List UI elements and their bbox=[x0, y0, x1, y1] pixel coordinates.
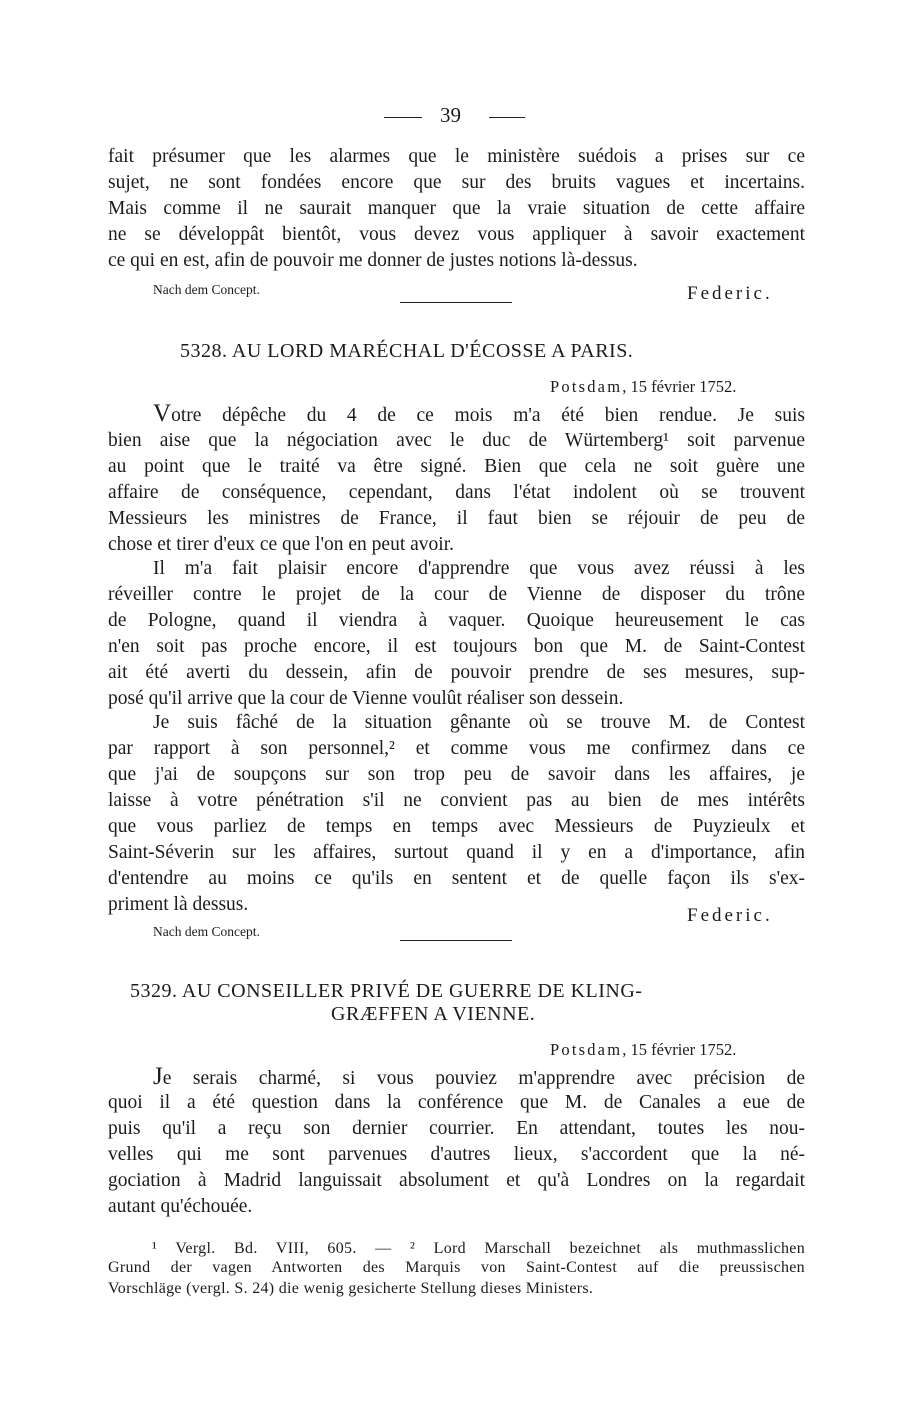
text-line: Je suis fâché de la situation gênante où se trouve M. de Contest bbox=[153, 712, 805, 733]
text-line: sujet, ne sont fondées encore que sur des bruits vagues et incertains. bbox=[108, 172, 805, 193]
text-line: gociation à Madrid languissait absolument et qu'à Londres on la regardait bbox=[108, 1170, 805, 1191]
text-line: par rapport à son personnel,² et comme vous me confirmez dans ce bbox=[108, 738, 805, 759]
text-line: ait été averti du dessein, afin de pouvoir prendre de ses mesures, sup- bbox=[108, 662, 805, 683]
text-line: au point que le traité va être signé. Bien que cela ne soit guère une bbox=[108, 456, 805, 477]
footnote-line: ¹ Vergl. Bd. VIII, 605. — ² Lord Marschall bezeichnet als muthmasslichen bbox=[152, 1240, 805, 1257]
section-divider bbox=[400, 302, 512, 303]
text-line: de Pologne, quand il viendra à vaquer. Quoique heureusement le cas bbox=[108, 610, 805, 631]
text-line: Messieurs les ministres de France, il faut bien se réjouir de peu de bbox=[108, 508, 805, 529]
signature: Federic. bbox=[687, 283, 773, 304]
letter-date bbox=[550, 377, 736, 397]
page-number-dash-left bbox=[384, 117, 422, 118]
text-line: quoi il a été question dans la conférence que M. de Canales a eue de bbox=[108, 1092, 805, 1113]
text-line: bien aise que la négociation avec le duc de Würtemberg¹ soit parvenue bbox=[108, 430, 805, 451]
section-divider bbox=[400, 940, 512, 941]
text-span: otre dépêche du 4 de ce mois m'a été bien rendue. Je suis bbox=[171, 405, 805, 426]
text-line: affaire de conséquence, cependant, dans l'état indolent où se trouvent bbox=[108, 482, 805, 503]
text-line bbox=[153, 400, 805, 427]
text-line: ne se développât bientôt, vous devez vous appliquer à savoir exactement bbox=[108, 224, 805, 245]
page-number-dash-right bbox=[489, 117, 525, 118]
text-line: n'en soit pas proche encore, il est toujours bon que M. de Saint-Contest bbox=[108, 636, 805, 657]
text-line: autant qu'échouée. bbox=[108, 1196, 253, 1217]
source-note: Nach dem Concept. bbox=[153, 924, 260, 939]
text-line bbox=[153, 1063, 805, 1090]
date-place: Potsdam bbox=[550, 377, 623, 396]
signature: Federic. bbox=[687, 905, 773, 926]
text-line: que vous parliez de temps en temps avec Messieurs de Puyzieulx et bbox=[108, 816, 805, 837]
letter-heading: 5329. AU CONSEILLER PRIVÉ DE GUERRE DE KLING- bbox=[130, 980, 643, 1002]
text-line: chose et tirer d'eux ce que l'on en peut avoir. bbox=[108, 534, 454, 555]
text-line: d'entendre au moins ce qu'ils en sentent et de quelle façon ils s'ex- bbox=[108, 868, 805, 889]
text-line: fait présumer que les alarmes que le ministère suédois a prises sur ce bbox=[108, 146, 805, 167]
date-text: , 15 février 1752. bbox=[622, 377, 737, 396]
text-line: posé qu'il arrive que la cour de Vienne voulût réaliser son dessein. bbox=[108, 688, 624, 709]
text-line: Saint-Séverin sur les affaires, surtout quand il y en a d'importance, afin bbox=[108, 842, 805, 863]
page-number: 39 bbox=[440, 103, 461, 127]
date-text: , 15 février 1752. bbox=[622, 1040, 737, 1059]
text-span: e serais charmé, si vous pouviez m'apprendre avec précision de bbox=[162, 1068, 805, 1089]
letter-date bbox=[550, 1040, 736, 1060]
source-note: Nach dem Concept. bbox=[153, 282, 260, 297]
footnote-line: Grund der vagen Antworten des Marquis von Saint-Contest auf die preussischen bbox=[108, 1259, 805, 1276]
text-line: velles qui me sont parvenues d'autres lieux, s'accordent que la né- bbox=[108, 1144, 805, 1165]
footnote-line: Vorschläge (vergl. S. 24) die wenig gesicherte Stellung dieses Ministers. bbox=[108, 1280, 594, 1297]
text-line: réveiller contre le projet de la cour de Vienne de disposer du trône bbox=[108, 584, 805, 605]
letter-heading: 5328. AU LORD MARÉCHAL D'ÉCOSSE A PARIS. bbox=[180, 340, 634, 362]
text-line: laisse à votre pénétration s'il ne convient pas au bien de mes intérêts bbox=[108, 790, 805, 811]
drop-cap: V bbox=[153, 400, 172, 427]
drop-cap: J bbox=[153, 1063, 163, 1090]
text-line: puis qu'il a reçu son dernier courrier. En attendant, toutes les nou- bbox=[108, 1118, 805, 1139]
text-line: ce qui en est, afin de pouvoir me donner de justes notions là-dessus. bbox=[108, 250, 638, 271]
date-place: Potsdam bbox=[550, 1040, 623, 1059]
text-line: Mais comme il ne saurait manquer que la vraie situation de cette affaire bbox=[108, 198, 805, 219]
text-line: Il m'a fait plaisir encore d'apprendre que vous avez réussi à les bbox=[153, 558, 805, 579]
text-line: que j'ai de soupçons sur son trop peu de savoir dans les affaires, je bbox=[108, 764, 805, 785]
letter-heading-continued: GRÆFFEN A VIENNE. bbox=[331, 1003, 536, 1025]
text-line: priment là dessus. bbox=[108, 894, 249, 915]
